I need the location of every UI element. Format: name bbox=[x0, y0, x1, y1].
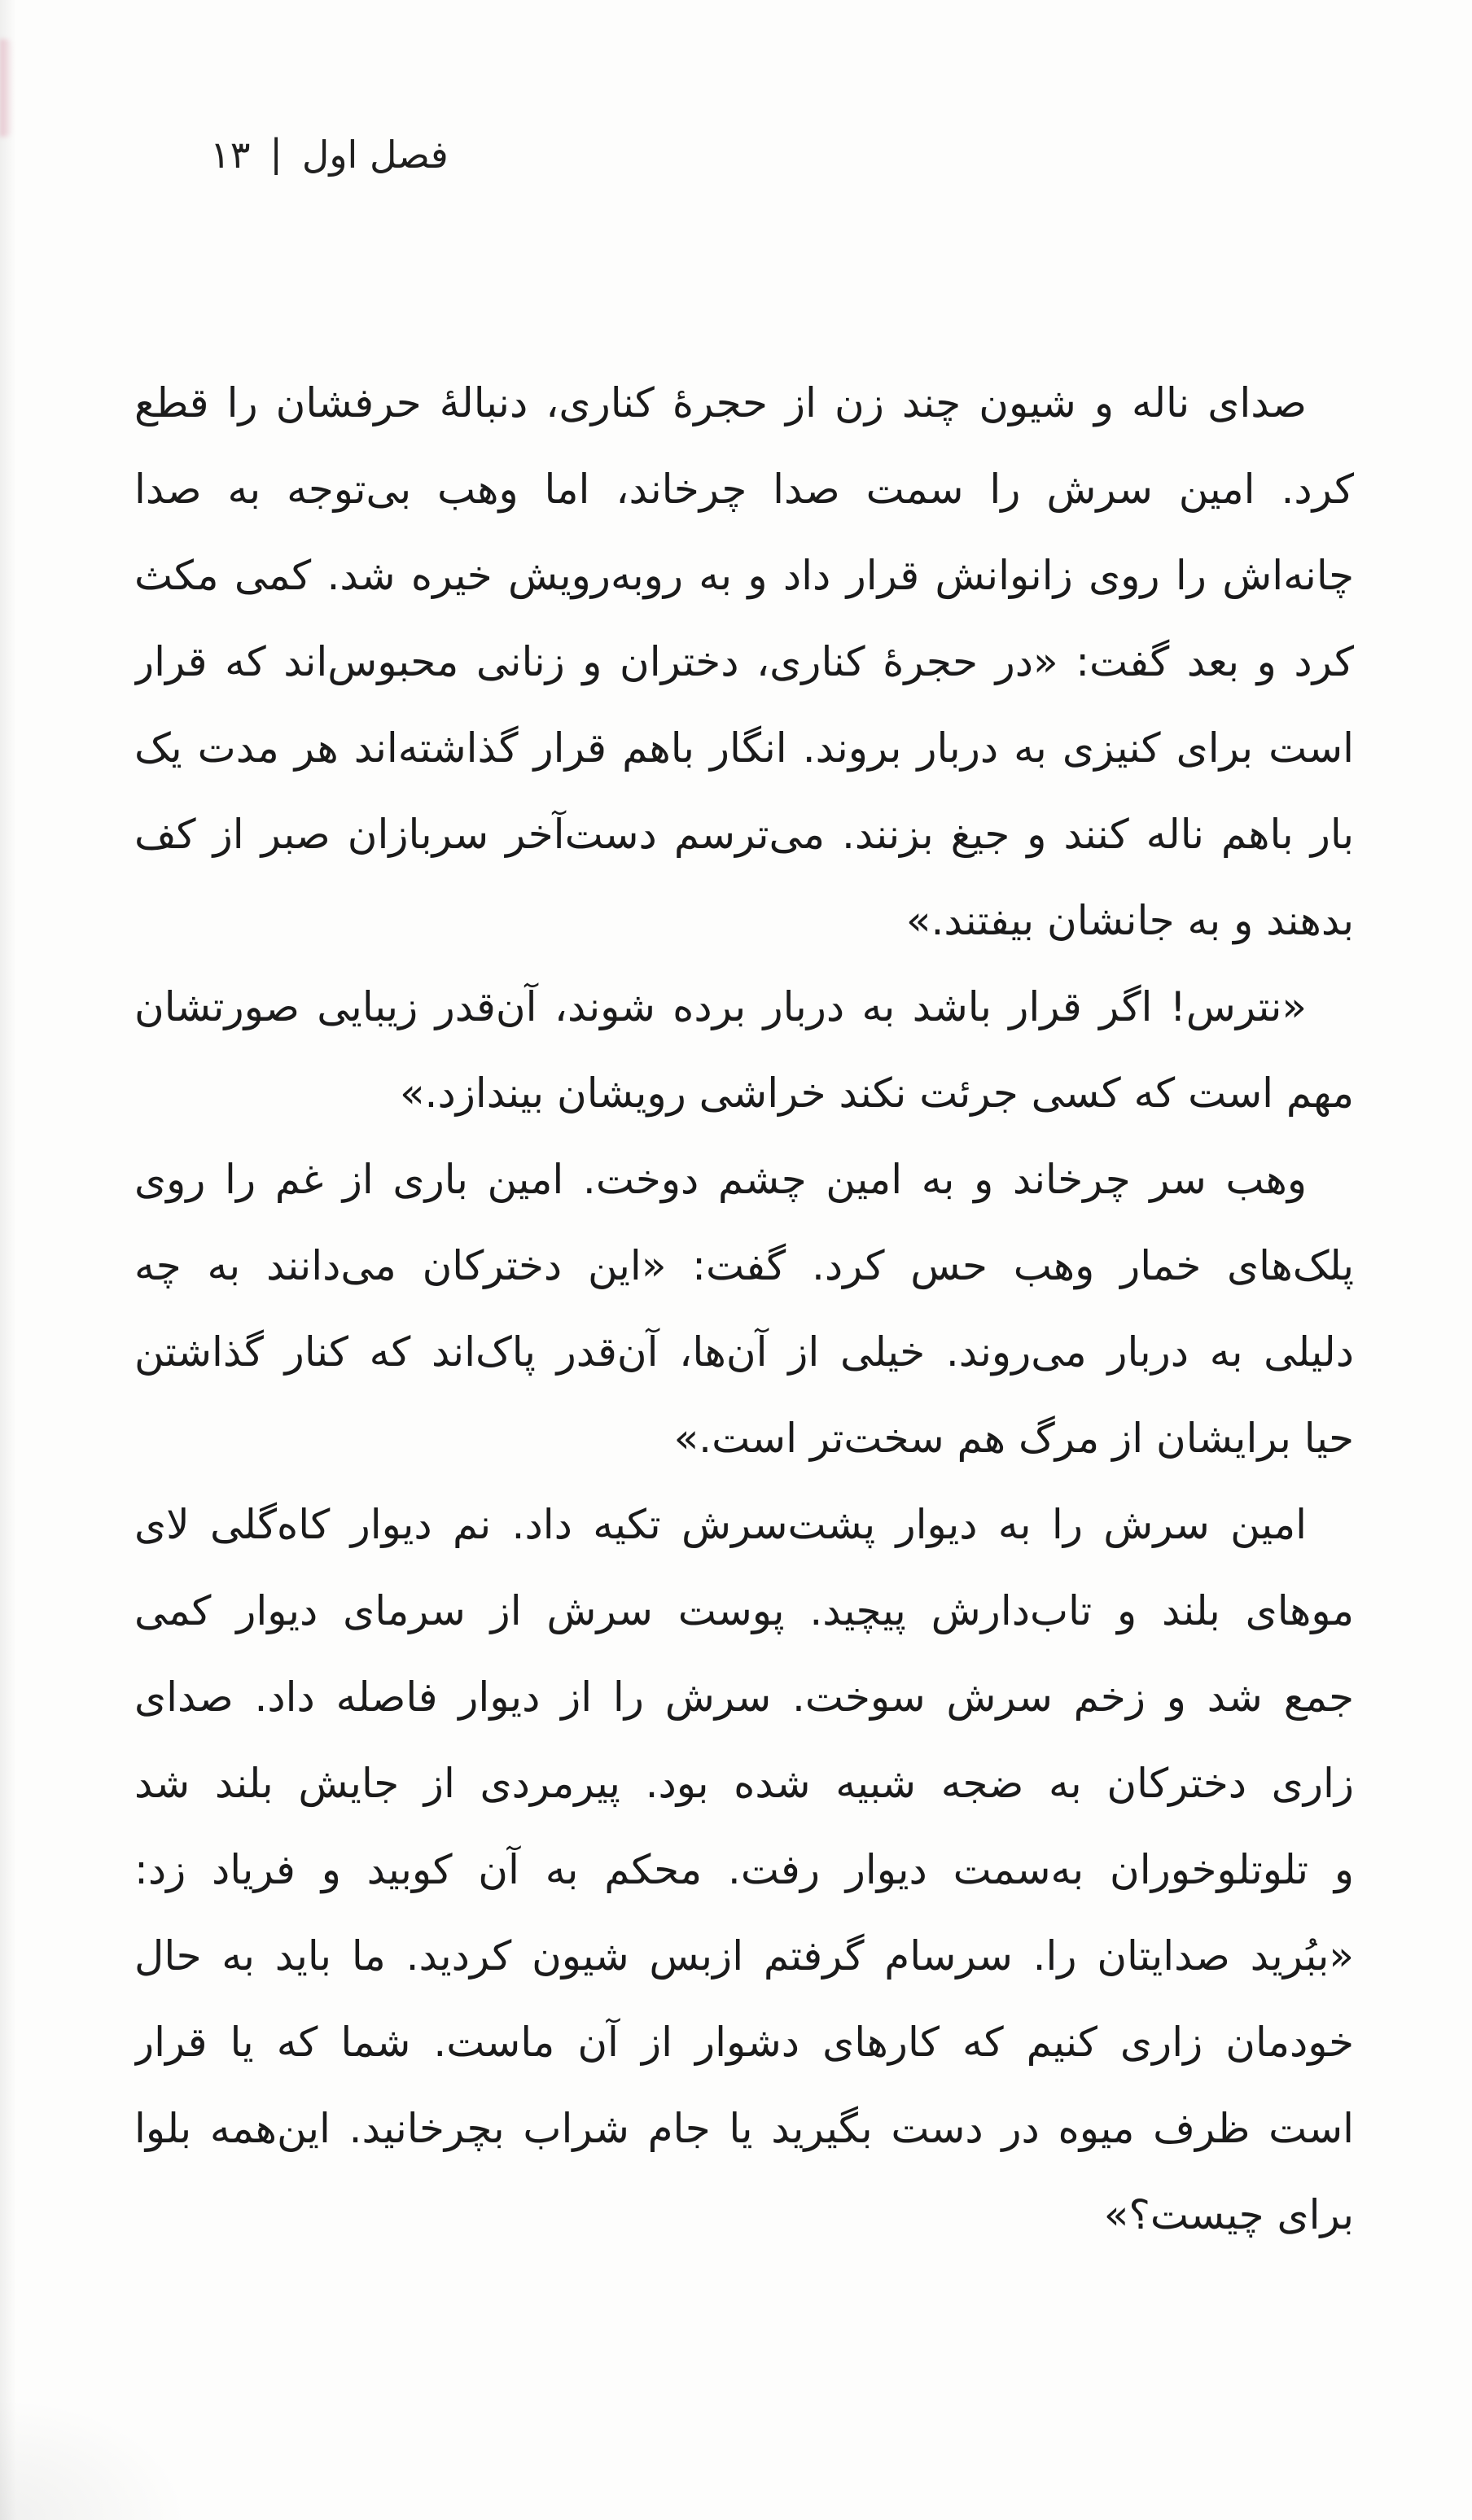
text-line: است ظرف میوه در دست بگیرید یا جام شراب بچرخانید. این‌همه بلوا bbox=[134, 2105, 1354, 2152]
text-line: کرد و بعد گفت: «در حجرۀ کناری، دختران و زنانی محبوس‌اند که قرار bbox=[134, 638, 1354, 685]
text-line: «نترس! اگر قرار باشد به دربار برده شوند، آن‌قدر زیبایی صورتشان bbox=[134, 983, 1307, 1030]
text-line: حیا برایشان از مرگ هم سخت‌تر است.» bbox=[673, 1415, 1354, 1462]
text-line: «ببُرید صدایتان را. سرسام گرفتم ازبس شیون کردید. ما باید به حال bbox=[134, 1932, 1354, 1980]
chapter-title: فصل اول bbox=[301, 133, 449, 177]
text-line: است برای کنیزی به دربار بروند. انگار باهم قرار گذاشته‌اند هر مدت یک bbox=[134, 724, 1354, 772]
text-line: چانه‌اش را روی زانوانش قرار داد و به روبه‌رویش خیره شد. کمی مکث bbox=[134, 552, 1354, 599]
text-line: و تلوتلوخوران به‌سمت دیوار رفت. محکم به آن کوبید و فریاد زد: bbox=[134, 1846, 1354, 1893]
page-number: ۱۳ bbox=[210, 133, 251, 177]
text-line: جمع شد و زخم سرش سوخت. سرش را از دیوار فاصله داد. صدای bbox=[134, 1673, 1354, 1721]
text-line: امین سرش را به دیوار پشت‌سرش تکیه داد. نم دیوار کاه‌گلی لای bbox=[134, 1501, 1307, 1548]
scan-smudge-artifact bbox=[0, 39, 13, 137]
text-line: صدای ناله و شیون چند زن از حجرۀ کناری، دنبالۀ حرفشان را قطع bbox=[134, 379, 1307, 427]
text-line: دلیلی به دربار می‌روند. خیلی از آن‌ها، آن‌قدر پاک‌اند که کنار گذاشتن bbox=[134, 1328, 1354, 1376]
body-text-block bbox=[134, 360, 1354, 2258]
text-line: کرد. امین سرش را سمت صدا چرخاند، اما وهب بی‌توجه به صدا bbox=[134, 466, 1354, 513]
page-running-head bbox=[210, 130, 449, 179]
header-separator: | bbox=[269, 131, 283, 175]
text-line: پلک‌های خمار وهب حس کرد. گفت: «این دخترکان می‌دانند به چه bbox=[134, 1242, 1354, 1289]
text-line: خودمان زاری کنیم که کارهای دشوار از آن ماست. شما که یا قرار bbox=[134, 2019, 1354, 2066]
scan-corner-shadow bbox=[0, 2398, 187, 2520]
text-line: برای چیست؟» bbox=[1103, 2191, 1354, 2238]
scan-edge-shadow bbox=[0, 0, 16, 2520]
text-line: موهای بلند و تاب‌دارش پیچید. پوست سرش از سرمای دیوار کمی bbox=[134, 1587, 1354, 1634]
text-line: مهم است که کسی جرئت نکند خراشی رویشان بیندازد.» bbox=[399, 1070, 1354, 1117]
text-line: بار باهم ناله کنند و جیغ بزنند. می‌ترسم دست‌آخر سربازان صبر از کف bbox=[134, 811, 1354, 858]
text-line: زاری دخترکان به ضجه شبیه شده بود. پیرمردی از جایش بلند شد bbox=[134, 1760, 1354, 1807]
text-line: وهب سر چرخاند و به امین چشم دوخت. امین باری از غم را روی bbox=[134, 1156, 1307, 1203]
text-line: بدهند و به جانشان بیفتند.» bbox=[905, 897, 1354, 944]
